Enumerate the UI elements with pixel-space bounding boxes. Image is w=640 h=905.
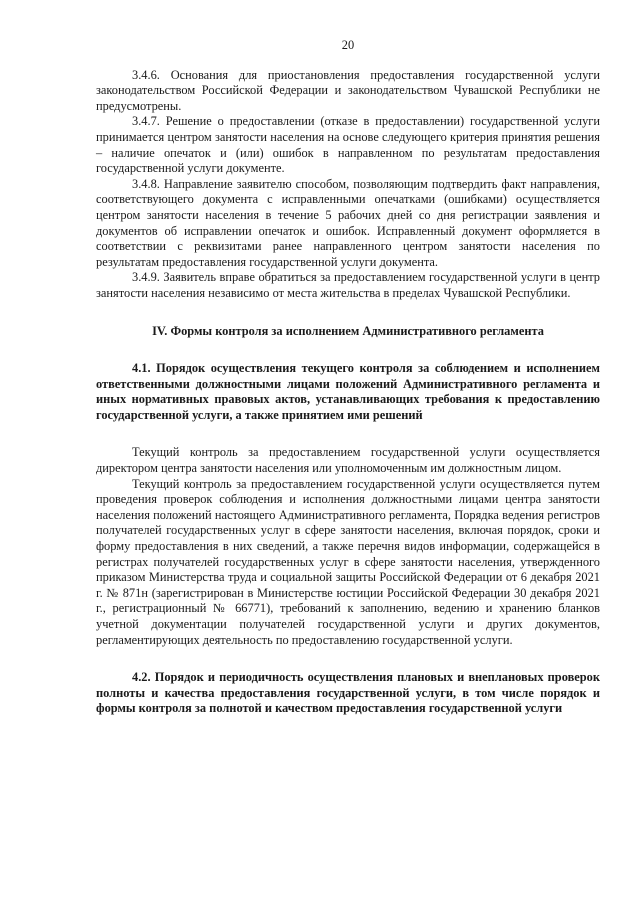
paragraph-current-control-1: Текущий контроль за предоставлением государственной услуги осуществляется директором центра занятости населения или уполномоченным им должностным лицом. <box>96 445 600 476</box>
paragraph-current-control-2: Текущий контроль за предоставлением государственной услуги осуществляется путем проведения проверок соблюдения и исполнения должностными лицами центра занятости населения положений настоящего Административного регламента, Порядка ведения регистров получателей государственных услуг в сфере занятости населения, включая порядок, сроки и форму предоставления в них сведений, а также перечня видов информации, содержащейся в регистрах получателей государственных услуг в сфере занятости населения, утвержденного приказом Министерства труда и социальной защиты Российской Федерации от 6 декабря 2021 г. № 871н (зарегистрирован в Министерстве юстиции Российской Федерации 30 декабря 2021 г., регистрационный № 66771), требований к заполнению, ведению и хранению бланков учетной документации получателей государственной услуги и других документов, регламентирующих деятельность по предоставлению государственной услуги. <box>96 476 600 647</box>
paragraph-3-4-7: 3.4.7. Решение о предоставлении (отказе в предоставлении) государственной услуги принимается центром занятости населения на основе следующего критерия принятия решения – наличие опечаток и (или) ошибок в направленном по результатам предоставления государственной услуги документе. <box>96 114 600 176</box>
paragraph-3-4-9: 3.4.9. Заявитель вправе обратиться за предоставлением государственной услуги в центр занятости населения независимо от места жительства в пределах Чувашской Республики. <box>96 270 600 300</box>
subsection-4-1-title: 4.1. Порядок осуществления текущего контроля за соблюдением и исполнением ответственными должностными лицами положений Административного регламента и иных нормативных правовых актов, устанавливающих требования к предоставлению государственной услуги, а также принятием ими решений <box>96 361 600 422</box>
page-number: 20 <box>341 38 355 52</box>
paragraph-3-4-6: 3.4.6. Основания для приостановления предоставления государственной услуги законодательством Российской Федерации и законодательством Чувашской Республики не предусмотрены. <box>96 67 600 113</box>
document-page <box>96 0 600 739</box>
section-title: IV. Формы контроля за исполнением Административного регламента <box>152 323 544 338</box>
subsection-4-2-title: 4.2. Порядок и периодичность осуществления плановых и внеплановых проверок полноты и качества предоставления государственной услуги, в том числе порядок и формы контроля за полнотой и качеством предоставления государственной услуги <box>96 670 600 716</box>
paragraph-3-4-8: 3.4.8. Направление заявителю способом, позволяющим подтвердить факт направления, соответствующего документа с исправленными опечатками (ошибками) осуществляется центром занятости населения в течение 5 рабочих дней со дня регистрации заявления и документов об исправлении опечаток и ошибок. Исправленный документ оформляется в соответствии с реквизитами ранее направленного центром занятости населения по результатам предоставления государственной услуги документа. <box>96 176 600 269</box>
